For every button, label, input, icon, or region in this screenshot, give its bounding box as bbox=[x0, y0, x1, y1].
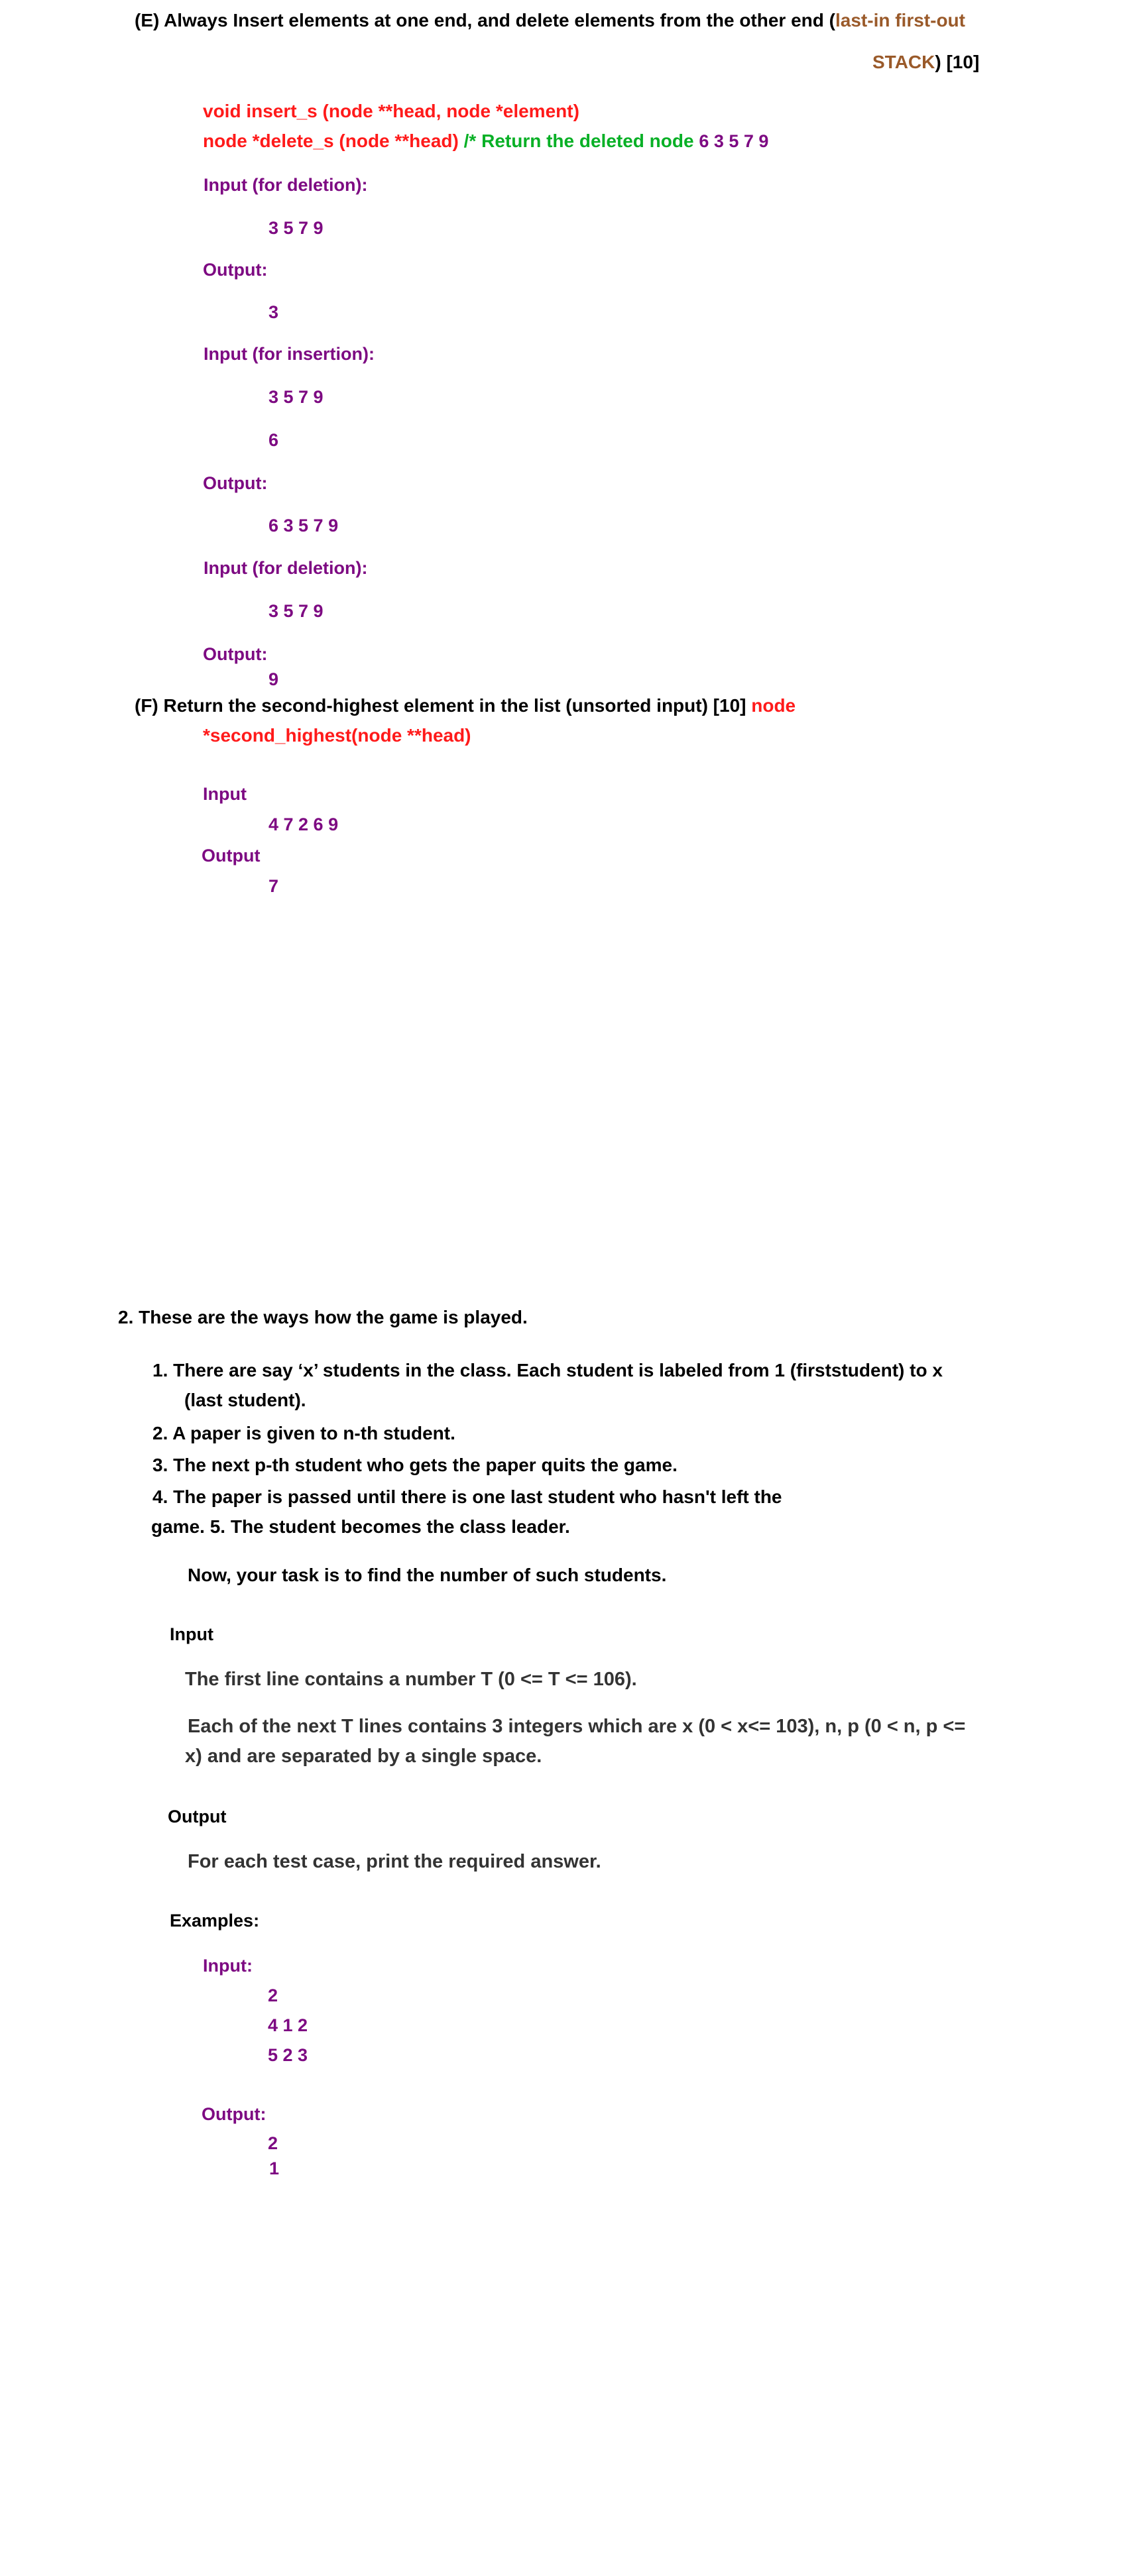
rule-5: 5. The student becomes the class leader. bbox=[209, 1516, 570, 1537]
section-e-heading-cont: STACK) [10] bbox=[872, 52, 980, 72]
second-highest-signature-start: node bbox=[751, 695, 796, 716]
rule-3: 3. The next p-th student who gets the paper quits the game. bbox=[152, 1455, 678, 1475]
f-output-value: 7 bbox=[268, 876, 279, 896]
second-highest-signature: *second_highest(node **head) bbox=[203, 725, 471, 746]
lifo-highlight: last-in first-out bbox=[835, 10, 965, 30]
delete-example: 6 3 5 7 9 bbox=[699, 131, 769, 151]
example-output-label: Output: bbox=[202, 2104, 267, 2124]
output-value: 6 3 5 7 9 bbox=[268, 516, 339, 535]
deletion-input-label: Input (for deletion): bbox=[204, 175, 368, 195]
input-description-3: x) and are separated by a single space. bbox=[185, 1746, 542, 1767]
input-description: The first line contains a number T (0 <= T <= 106). bbox=[185, 1669, 637, 1690]
example-output-line: 2 bbox=[268, 2133, 278, 2153]
deletion-input-value: 3 5 7 9 bbox=[268, 218, 324, 238]
insertion-input-label: Input (for insertion): bbox=[204, 344, 375, 364]
output-label: Output: bbox=[203, 260, 268, 280]
rule-1-cont: (last student). bbox=[184, 1390, 306, 1410]
deletion-input-label: Input (for deletion): bbox=[204, 558, 368, 578]
example-input-label: Input: bbox=[203, 1956, 253, 1976]
input-heading: Input bbox=[170, 1624, 213, 1644]
rule-4: 4. The paper is passed until there is one last student who hasn't left the bbox=[152, 1486, 782, 1507]
insertion-input-element: 6 bbox=[268, 430, 279, 450]
output-value: 9 bbox=[268, 669, 279, 689]
stack-highlight: STACK bbox=[872, 52, 935, 72]
delete-comment: /* Return the deleted node bbox=[463, 131, 699, 151]
f-output-label: Output bbox=[202, 846, 261, 866]
deletion-input-value: 3 5 7 9 bbox=[268, 601, 324, 621]
rule-1: 1. There are say ‘x’ students in the class. Each student is labeled from 1 (firststudent) to x bbox=[152, 1360, 943, 1380]
output-label: Output: bbox=[203, 644, 268, 664]
example-input-line: 5 2 3 bbox=[268, 2045, 308, 2065]
delete-signature: node *delete_s (node **head) /* Return the deleted node 6 3 5 7 9 bbox=[203, 131, 769, 151]
output-heading: Output bbox=[168, 1807, 227, 1826]
task-statement: Now, your task is to find the number of such students. bbox=[188, 1565, 667, 1585]
question-2-title: 2. These are the ways how the game is played. bbox=[118, 1307, 528, 1327]
insert-signature: void insert_s (node **head, node *element) bbox=[203, 101, 579, 121]
rule-2: 2. A paper is given to n-th student. bbox=[152, 1423, 455, 1443]
section-f-heading: (F) Return the second-highest element in the list (unsorted input) [10] node bbox=[135, 695, 796, 716]
rule-4-cont: game. 5. The student becomes the class leader. bbox=[151, 1516, 570, 1537]
f-input-value: 4 7 2 6 9 bbox=[268, 814, 339, 834]
section-e-heading: (E) Always Insert elements at one end, and delete elements from the other end (last-in first-out bbox=[135, 10, 965, 30]
example-input-line: 4 1 2 bbox=[268, 2015, 308, 2035]
example-input-line: 2 bbox=[268, 1986, 278, 2005]
examples-heading: Examples: bbox=[170, 1911, 260, 1931]
input-description-2: Each of the next T lines contains 3 integers which are x (0 < x<= 103), n, p (0 < n, p <= bbox=[188, 1716, 966, 1737]
output-label: Output: bbox=[203, 473, 268, 493]
example-output-line: 1 bbox=[269, 2158, 280, 2178]
output-description: For each test case, print the required answer. bbox=[188, 1851, 601, 1872]
f-input-label: Input bbox=[203, 784, 247, 804]
output-value: 3 bbox=[268, 302, 279, 322]
insertion-input-list: 3 5 7 9 bbox=[268, 387, 324, 407]
